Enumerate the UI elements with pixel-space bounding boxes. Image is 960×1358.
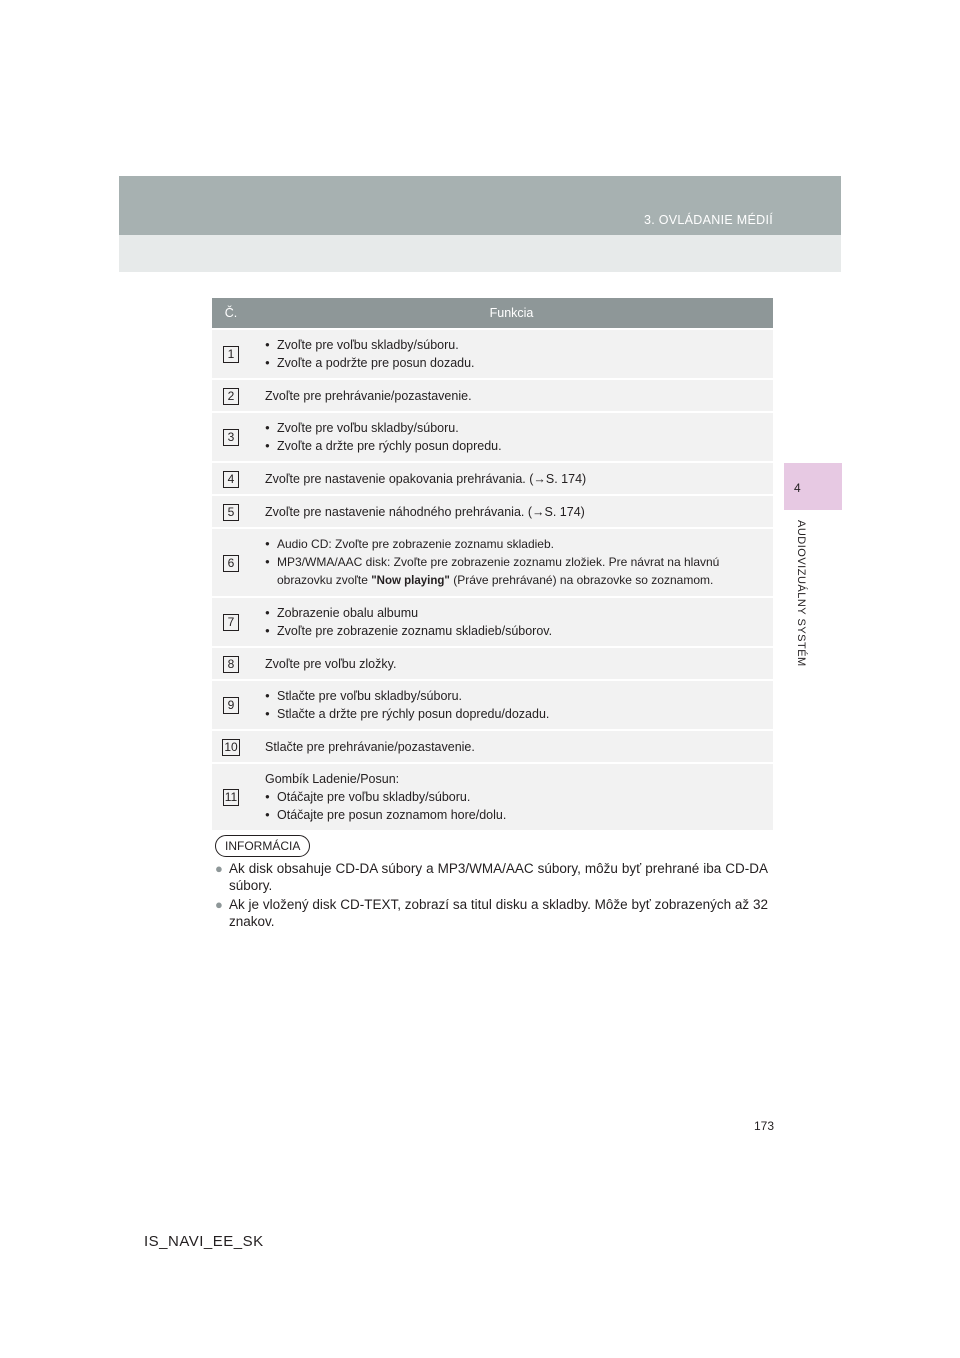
row-number-cell — [212, 647, 250, 680]
row-function-text: Zvoľte pre nastavenie opakovania prehrávania. (→S. 174) — [250, 462, 773, 495]
col-number-header: Č. — [212, 298, 250, 329]
list-item: ● Audio CD: Zvoľte pre zobrazenie zoznamu skladieb. — [265, 535, 765, 553]
info-item — [215, 860, 768, 894]
table-header-row — [212, 298, 773, 329]
list-item-text: (Práve prehrávané) na obrazovke so zoznamom. — [449, 573, 714, 587]
row-number-box: 5 — [223, 504, 239, 521]
table-row — [212, 462, 773, 495]
row-number-cell — [212, 528, 250, 597]
table-row — [212, 647, 773, 680]
list-item — [265, 553, 765, 590]
list-item: ● Stlačte a držte pre rýchly posun dopredu/dozadu. — [265, 705, 765, 723]
page-number: 173 — [754, 1119, 775, 1133]
row-heading: Gombík Ladenie/Posun: — [265, 772, 400, 786]
row-number-cell — [212, 379, 250, 412]
table-row — [212, 412, 773, 462]
row-number-box: 1 — [223, 346, 239, 363]
list-item: ● Stlačte pre voľbu skladby/súboru. — [265, 687, 765, 705]
document-code: IS_NAVI_EE_SK — [144, 1233, 264, 1250]
bullet-list — [265, 336, 765, 372]
bullet-list — [265, 788, 765, 824]
row-function-cell — [250, 680, 773, 730]
table-row — [212, 597, 773, 647]
col-function-header: Funkcia — [250, 298, 773, 329]
info-list — [215, 860, 768, 932]
row-number-box: 2 — [223, 388, 239, 405]
row-function-cell — [250, 329, 773, 379]
row-number-cell — [212, 730, 250, 763]
section-title: 3. OVLÁDANIE MÉDIÍ — [643, 213, 773, 227]
row-number-box: 4 — [223, 471, 239, 488]
info-item-text: Ak je vložený disk CD-TEXT, zobrazí sa titul disku a skladby. Môže byť zobrazených až 32 znakov. — [229, 897, 768, 929]
bullet-icon: ● — [215, 897, 223, 912]
list-item: ● Zvoľte a držte pre rýchly posun dopredu. — [265, 437, 765, 455]
row-number-cell — [212, 412, 250, 462]
table-row — [212, 528, 773, 597]
row-function-cell — [250, 763, 773, 830]
bullet-list — [265, 604, 765, 640]
row-number-box: 11 — [224, 790, 238, 804]
row-function-text: Zvoľte pre prehrávanie/pozastavenie. — [250, 379, 773, 412]
function-table — [212, 298, 773, 830]
header-band — [119, 176, 841, 235]
list-item: ● Zvoľte a podržte pre posun dozadu. — [265, 354, 765, 372]
table-row — [212, 329, 773, 379]
row-function-cell — [250, 412, 773, 462]
table-row — [212, 763, 773, 830]
row-number-box: 8 — [223, 656, 239, 673]
chapter-label: AUDIOVIZUÁLNY SYSTÉM — [795, 520, 807, 667]
row-function-text: Stlačte pre prehrávanie/pozastavenie. — [250, 730, 773, 763]
table-row — [212, 730, 773, 763]
row-number-cell — [212, 680, 250, 730]
row-number-cell — [212, 763, 250, 830]
list-item: ● Zobrazenie obalu albumu — [265, 604, 765, 622]
row-number-box: 9 — [223, 697, 239, 714]
list-item: ● Zvoľte pre voľbu skladby/súboru. — [265, 336, 765, 354]
info-item-text: Ak disk obsahuje CD-DA súbory a MP3/WMA/AAC súbory, môžu byť prehrané iba CD-DA súbory. — [229, 861, 768, 893]
row-function-text: Zvoľte pre voľbu zložky. — [250, 647, 773, 680]
info-item — [215, 896, 768, 930]
bullet-icon: ● — [215, 861, 223, 876]
list-item: ● Zvoľte pre voľbu skladby/súboru. — [265, 419, 765, 437]
row-number-cell — [212, 462, 250, 495]
list-item-text: MP3/WMA/AAC disk: Zvoľte pre zobrazenie zoznamu zložiek. Pre návrat na hlavnú obrazovku zvoľte — [277, 555, 720, 587]
list-item: ● Otáčajte pre voľbu skladby/súboru. — [265, 788, 765, 806]
row-number-box: 6 — [223, 555, 239, 572]
bullet-list — [265, 687, 765, 723]
chapter-tab — [784, 463, 842, 510]
table-row — [212, 379, 773, 412]
row-function-text: Zvoľte pre nastavenie náhodného prehrávania. (→S. 174) — [250, 495, 773, 528]
header-sub-band — [119, 235, 841, 272]
row-number-cell — [212, 495, 250, 528]
row-number-box: 7 — [223, 614, 239, 631]
row-number-cell — [212, 597, 250, 647]
list-item: ● Otáčajte pre posun zoznamom hore/dolu. — [265, 806, 765, 824]
bullet-list — [265, 419, 765, 455]
row-function-cell — [250, 597, 773, 647]
now-playing-label: "Now playing" — [371, 575, 450, 587]
list-item: ● Zvoľte pre zobrazenie zoznamu skladieb/súborov. — [265, 622, 765, 640]
row-number-cell — [212, 329, 250, 379]
table-row — [212, 495, 773, 528]
row-function-cell — [250, 528, 773, 597]
row-number-box: 10 — [224, 739, 238, 754]
table-row — [212, 680, 773, 730]
row-number-box: 3 — [223, 429, 239, 446]
chapter-number: 4 — [794, 481, 801, 495]
bullet-list — [265, 535, 765, 590]
info-badge: INFORMÁCIA — [215, 835, 310, 857]
